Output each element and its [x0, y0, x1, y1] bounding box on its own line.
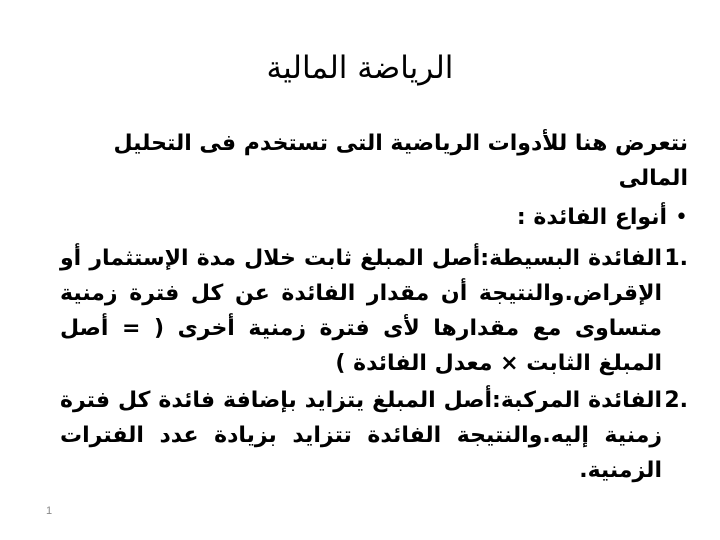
page-number: 1 [46, 505, 53, 517]
item-text: الفائدة البسيطة:أصل المبلغ ثابت خلال مدة الإستثمار أو الإقراض.والنتيجة أن مقدار الفائدة عن كل فترة زمنية متساوى مع مقدارها لأى فترة زمنية أخرى ( = أصل المبلغ الثابت × معدل الفائدة ) [60, 246, 662, 376]
bullet-item [60, 200, 688, 235]
item-number: 1. [664, 246, 688, 271]
numbered-item-compound-interest [60, 383, 688, 488]
bullet-icon: • [675, 205, 688, 230]
bullet-text: أنواع الفائدة : [516, 205, 668, 230]
numbered-item-simple-interest [60, 241, 688, 381]
slide-title: الرياضة المالية [266, 50, 454, 86]
item-text: الفائدة المركبة:أصل المبلغ يتزايد بإضافة فائدة كل فترة زمنية إليه.والنتيجة الفائدة تتزايد بزيادة عدد الفترات الزمنية. [60, 388, 662, 483]
slide-body [60, 126, 688, 490]
intro-text: نتعرض هنا للأدوات الرياضية التى تستخدم فى التحليل المالى [113, 131, 688, 191]
item-number: 2. [664, 388, 688, 413]
